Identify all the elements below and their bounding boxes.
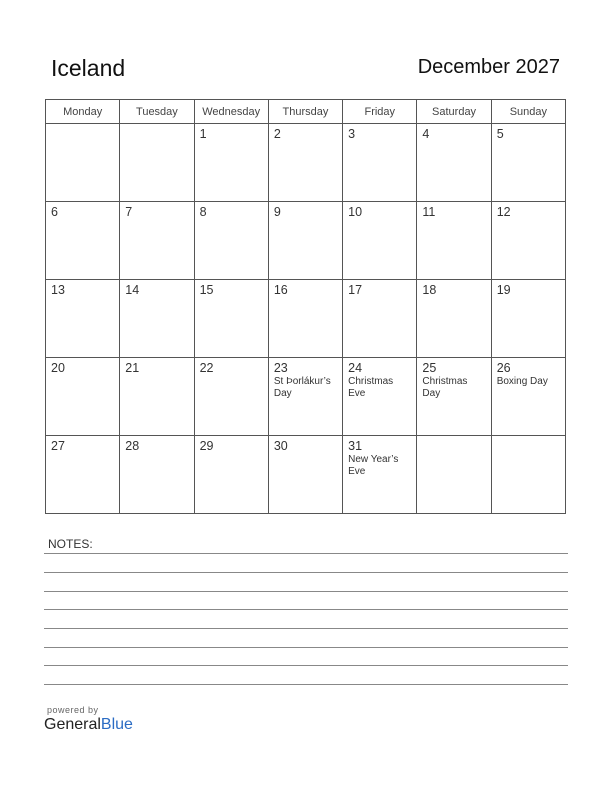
day-number: 20	[51, 361, 65, 375]
calendar-grid	[45, 99, 566, 514]
day-event: Christmas Eve	[348, 376, 394, 399]
day-number: 15	[199, 283, 214, 297]
day-cell	[491, 202, 565, 280]
notes-line	[44, 628, 568, 629]
week-row	[46, 280, 566, 358]
day-cell	[417, 280, 491, 358]
day-number: 13	[51, 283, 65, 297]
day-number: 14	[125, 283, 140, 297]
day-cell	[46, 124, 120, 202]
day-cell	[491, 436, 565, 514]
day-cell	[417, 358, 491, 436]
weekday-tuesday: Tuesday	[120, 100, 194, 124]
day-cell	[491, 358, 565, 436]
day-event	[343, 297, 416, 298]
week-row	[46, 436, 566, 514]
day-cell	[417, 124, 491, 202]
notes-line	[44, 591, 568, 592]
day-cell	[417, 436, 491, 514]
day-number: 16	[273, 283, 288, 297]
day-number: 9	[273, 205, 281, 219]
day-event	[120, 127, 193, 128]
day-event: St Þorlákur’s Day	[273, 376, 331, 399]
day-event	[269, 219, 342, 220]
day-cell	[120, 436, 194, 514]
day-number: 31	[348, 439, 363, 453]
day-cell	[194, 124, 268, 202]
day-number: 8	[199, 205, 207, 219]
day-event	[269, 141, 342, 142]
day-number: 2	[273, 127, 281, 141]
day-event	[195, 219, 268, 220]
day-event	[120, 297, 193, 298]
week-row	[46, 124, 566, 202]
notes-line	[44, 684, 568, 685]
weekday-friday: Friday	[343, 100, 417, 124]
day-cell	[46, 358, 120, 436]
day-event	[492, 439, 565, 440]
notes-line	[44, 665, 568, 666]
day-cell	[268, 436, 342, 514]
day-cell	[120, 358, 194, 436]
day-event	[46, 375, 119, 376]
weekday-thursday: Thursday	[268, 100, 342, 124]
day-number: 23	[273, 361, 288, 375]
day-cell	[343, 124, 417, 202]
day-number: 12	[496, 205, 511, 219]
day-number: 27	[51, 439, 65, 453]
day-number: 30	[273, 439, 288, 453]
day-number: 25	[422, 361, 437, 375]
weekday-wednesday: Wednesday	[194, 100, 268, 124]
day-number: 26	[496, 361, 511, 375]
day-cell	[491, 124, 565, 202]
day-cell	[46, 280, 120, 358]
notes-line	[44, 647, 568, 648]
day-cell	[46, 436, 120, 514]
day-cell	[268, 358, 342, 436]
day-event	[417, 297, 490, 298]
day-cell	[46, 202, 120, 280]
day-event	[492, 219, 565, 220]
logo-blue: Blue	[100, 716, 133, 733]
day-event	[195, 375, 268, 376]
brand-logo	[44, 705, 133, 734]
powered-by-text: powered by	[47, 705, 99, 715]
day-event	[492, 297, 565, 298]
day-event	[269, 453, 342, 454]
country-title: Iceland	[51, 55, 126, 81]
day-event	[417, 439, 490, 440]
day-event	[46, 219, 119, 220]
day-number: 21	[125, 361, 140, 375]
day-event	[120, 219, 193, 220]
day-cell	[268, 124, 342, 202]
day-cell	[343, 436, 417, 514]
day-event: Boxing Day	[496, 376, 548, 387]
day-number: 24	[348, 361, 363, 375]
day-cell	[343, 358, 417, 436]
generalblue-logo	[44, 716, 133, 734]
day-event	[343, 219, 416, 220]
notes-line	[44, 609, 568, 610]
day-event	[46, 297, 119, 298]
day-number: 28	[125, 439, 140, 453]
day-event	[195, 297, 268, 298]
day-event: New Year’s Eve	[348, 454, 399, 477]
day-event	[46, 453, 119, 454]
day-cell	[417, 202, 491, 280]
week-row	[46, 358, 566, 436]
day-cell	[268, 280, 342, 358]
day-number: 1	[199, 127, 207, 141]
day-number: 7	[125, 205, 133, 219]
week-row	[46, 202, 566, 280]
day-cell	[120, 280, 194, 358]
day-event	[120, 375, 193, 376]
notes-line	[44, 553, 568, 554]
day-number: 11	[422, 205, 436, 219]
day-number: 4	[422, 127, 430, 141]
notes-label: NOTES:	[48, 537, 93, 551]
day-cell	[343, 202, 417, 280]
day-event	[417, 141, 490, 142]
day-number: 3	[348, 127, 356, 141]
day-event	[195, 453, 268, 454]
day-number: 18	[422, 283, 437, 297]
weekday-sunday: Sunday	[491, 100, 565, 124]
day-cell	[120, 202, 194, 280]
day-number: 5	[496, 127, 504, 141]
day-cell	[194, 202, 268, 280]
day-number: 19	[496, 283, 511, 297]
day-event	[46, 127, 119, 128]
day-number: 22	[199, 361, 214, 375]
day-event	[120, 453, 193, 454]
notes-line	[44, 572, 568, 573]
day-cell	[120, 124, 194, 202]
day-event	[417, 219, 490, 220]
day-number: 10	[348, 205, 363, 219]
logo-general: General	[44, 716, 101, 733]
day-cell	[268, 202, 342, 280]
day-event	[343, 141, 416, 142]
day-number: 29	[199, 439, 214, 453]
day-event	[269, 297, 342, 298]
day-event: Christmas Day	[422, 376, 468, 399]
day-cell	[343, 280, 417, 358]
day-cell	[194, 436, 268, 514]
day-cell	[194, 280, 268, 358]
day-number: 17	[348, 283, 363, 297]
month-year-title: December 2027	[417, 56, 560, 78]
day-event	[195, 141, 268, 142]
weekday-header-row	[46, 100, 566, 124]
day-cell	[194, 358, 268, 436]
day-cell	[491, 280, 565, 358]
weekday-saturday: Saturday	[417, 100, 491, 124]
day-event	[492, 141, 565, 142]
day-number: 6	[51, 205, 58, 219]
weekday-monday: Monday	[46, 100, 120, 124]
